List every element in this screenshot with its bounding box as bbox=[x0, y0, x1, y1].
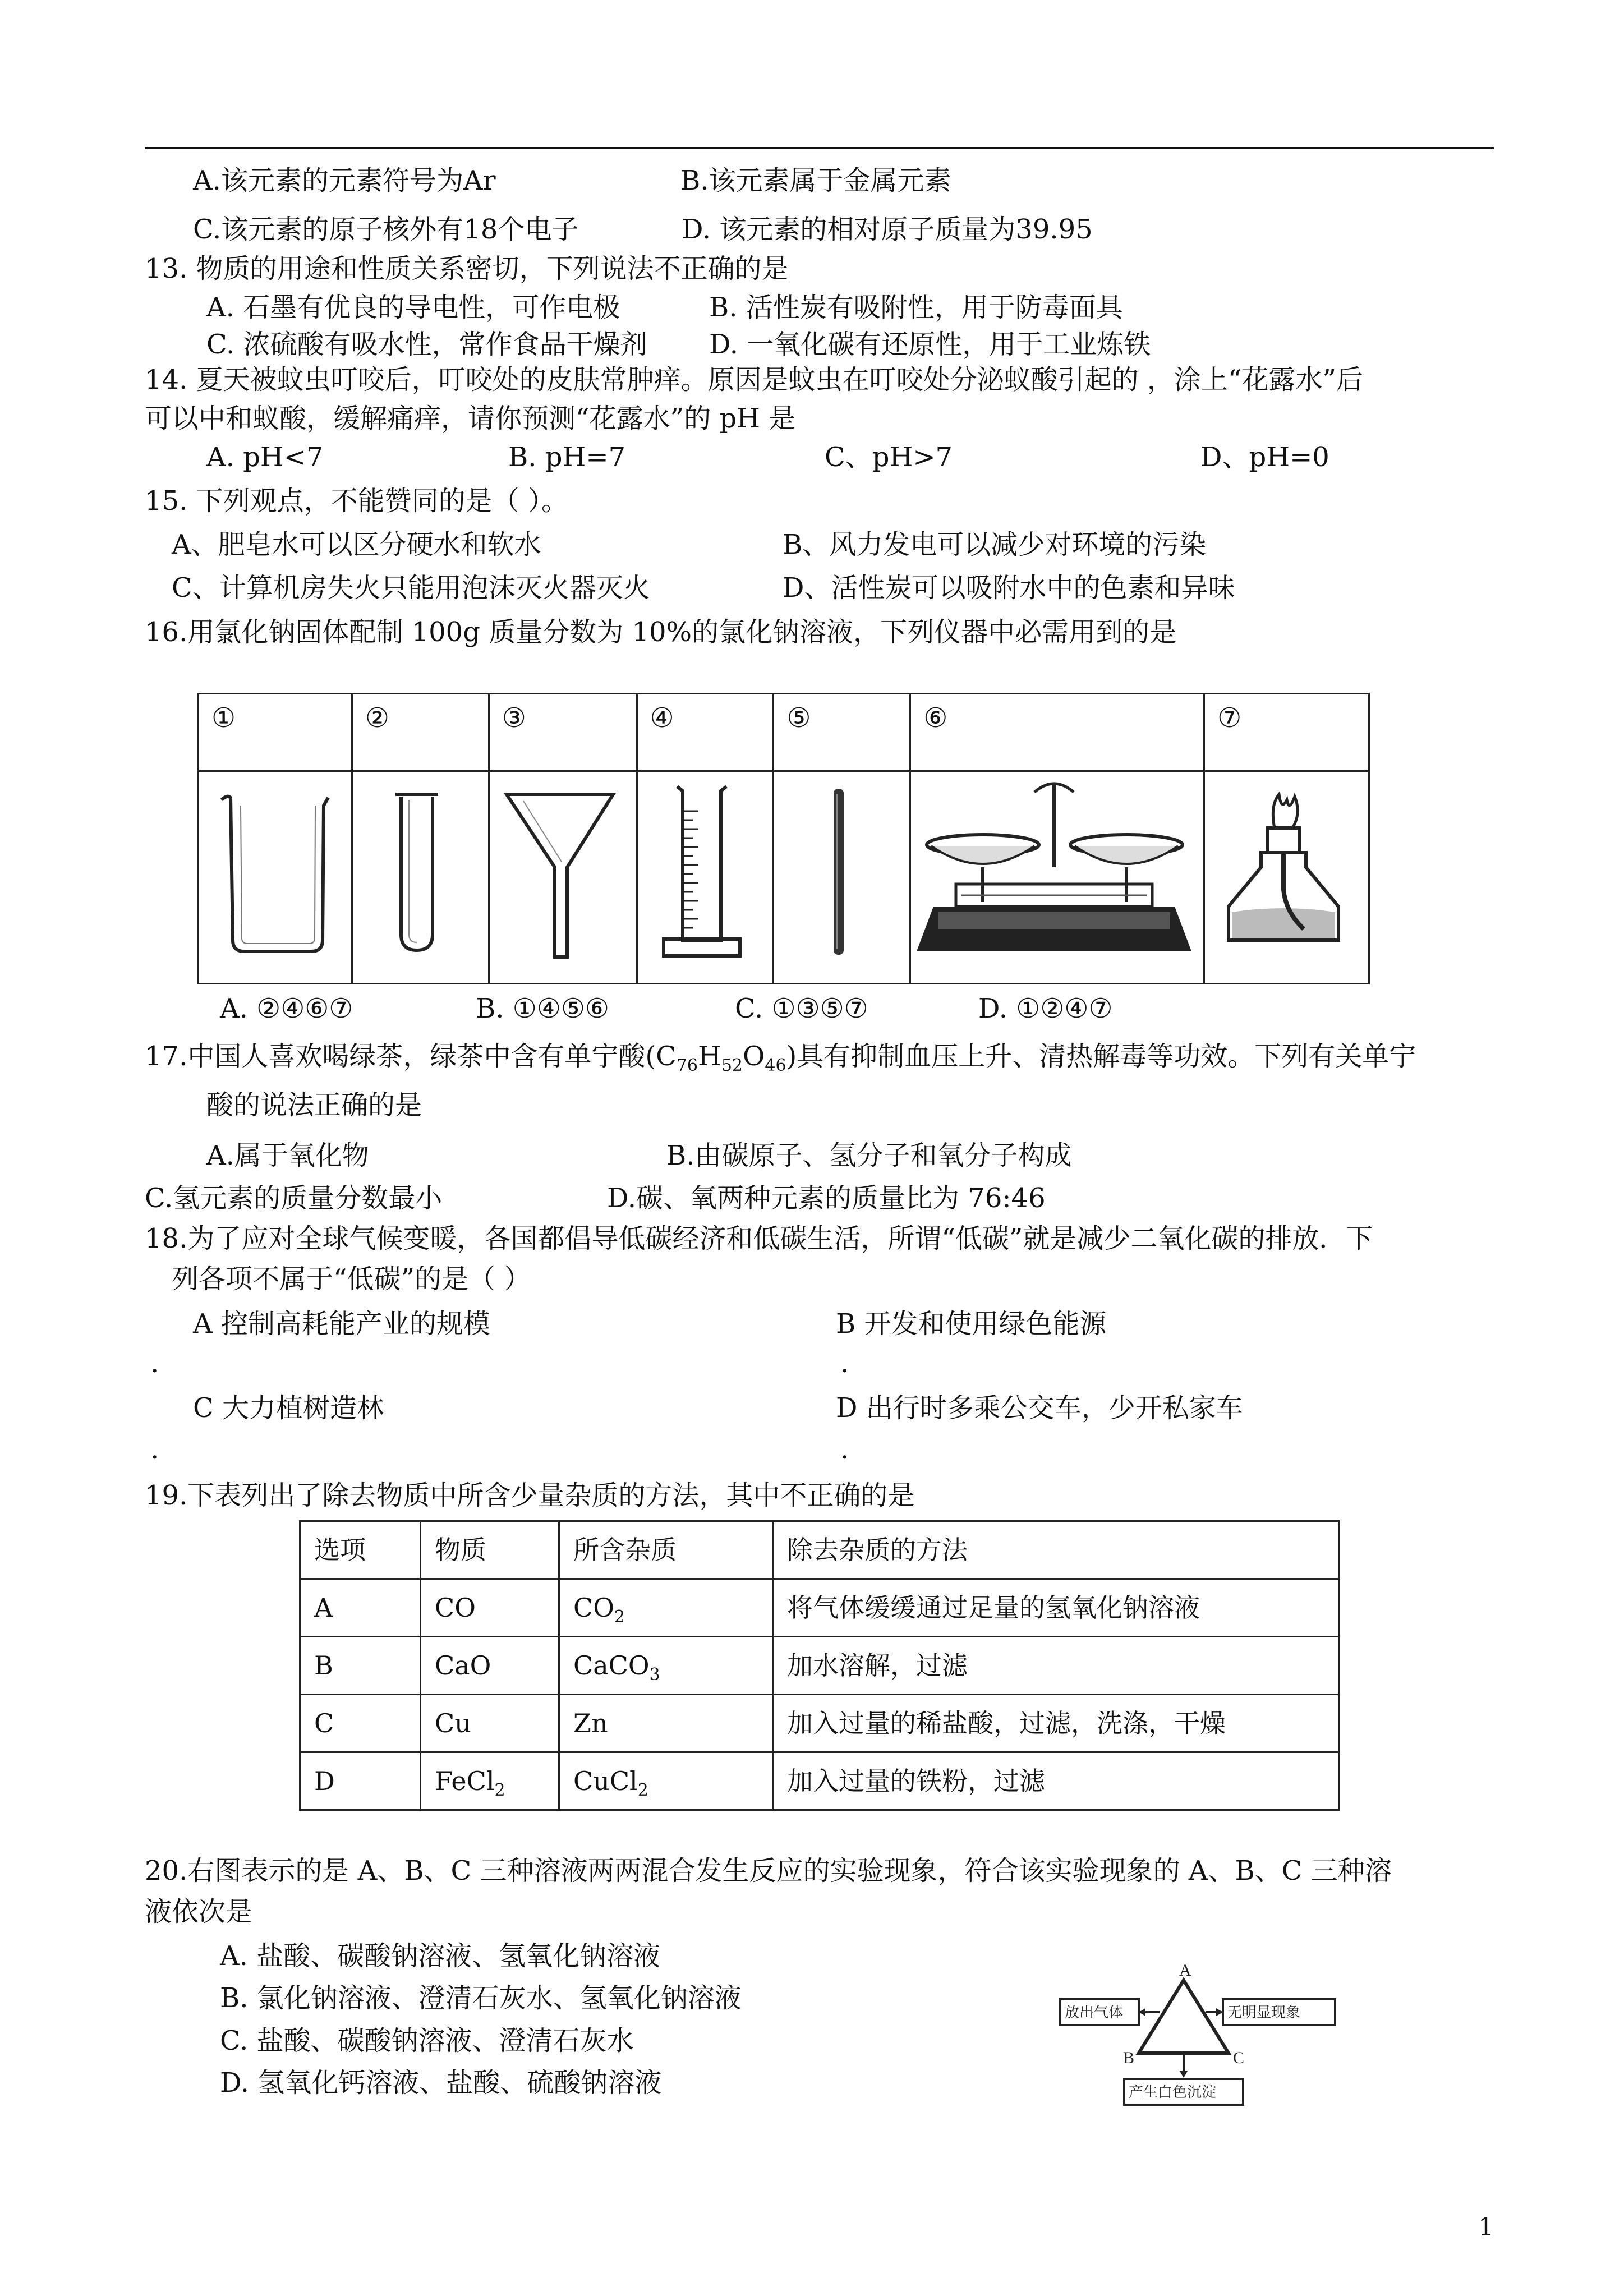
q20-stem-line1: 20.右图表示的是 A、B、C 三种溶液两两混合发生反应的实验现象，符合该实验现象的 A、B、C 三种溶 bbox=[145, 1855, 1392, 1887]
row-a-option: A bbox=[300, 1579, 421, 1637]
apparatus-table bbox=[197, 693, 1370, 984]
balance-icon bbox=[911, 772, 1197, 965]
q14-option-a: A. pH<7 bbox=[206, 441, 324, 473]
q18-dot-4: . bbox=[840, 1434, 849, 1465]
diagram-label-c: C bbox=[1233, 2049, 1245, 2067]
q18-dot-2: . bbox=[840, 1347, 849, 1379]
row-b-impurity-base: CaCO bbox=[573, 1650, 650, 1681]
q20-option-b: B. 氯化钠溶液、澄清石灰水、氢氧化钠溶液 bbox=[220, 1982, 742, 2014]
q20-stem-line2: 液依次是 bbox=[145, 1896, 253, 1927]
row-a-impurity bbox=[559, 1579, 773, 1637]
row-d-substance bbox=[421, 1752, 559, 1810]
col-impurity-header: 所含杂质 bbox=[559, 1521, 773, 1579]
row-d-impurity-sub: 2 bbox=[637, 1780, 648, 1800]
q17-sub-h: 52 bbox=[721, 1056, 743, 1075]
q16-option-d: D. ①②④⑦ bbox=[978, 993, 1113, 1024]
q15-option-a: A、肥皂水可以区分硬水和软水 bbox=[172, 529, 541, 560]
q20-option-a: A. 盐酸、碳酸钠溶液、氢氧化钠溶液 bbox=[220, 1940, 661, 1972]
q14-option-d: D、pH=0 bbox=[1200, 441, 1329, 473]
apparatus-label-6: ⑥ bbox=[910, 694, 1204, 771]
apparatus-label-2: ② bbox=[352, 694, 489, 771]
q12-option-b: B.该元素属于金属元素 bbox=[680, 165, 951, 196]
row-d-substance-sub: 2 bbox=[494, 1780, 505, 1800]
glass-rod-cell bbox=[774, 771, 910, 983]
table-row bbox=[300, 1752, 1339, 1810]
q15-option-c: C、计算机房失火只能用泡沫灭火器灭火 bbox=[172, 572, 650, 604]
header-rule bbox=[145, 147, 1494, 149]
q14-option-c: C、pH>7 bbox=[825, 441, 953, 473]
row-c-method: 加入过量的稀盐酸，过滤，洗涤，干燥 bbox=[773, 1695, 1339, 1752]
q17-stem-line1 bbox=[145, 1039, 1416, 1073]
q19-stem: 19.下表列出了除去物质中所含少量杂质的方法，其中不正确的是 bbox=[145, 1480, 915, 1511]
q17-option-c: C.氢元素的质量分数最小 bbox=[145, 1182, 443, 1214]
col-method-header: 除去杂质的方法 bbox=[773, 1521, 1339, 1579]
q13-option-c: C. 浓硫酸有吸水性，常作食品干燥剂 bbox=[206, 329, 647, 360]
row-a-method: 将气体缓缓通过足量的氢氧化钠溶液 bbox=[773, 1579, 1339, 1637]
test-tube-icon bbox=[353, 772, 482, 965]
gas-label: 放出气体 bbox=[1065, 2004, 1124, 2021]
q18-dot-1: . bbox=[150, 1347, 159, 1379]
row-b-option: B bbox=[300, 1637, 421, 1695]
row-c-substance: Cu bbox=[421, 1695, 559, 1752]
beaker-cell bbox=[199, 771, 352, 983]
reaction-diagram bbox=[1055, 1958, 1369, 2120]
col-option-header: 选项 bbox=[300, 1521, 421, 1579]
q17-option-d: D.碳、氧两种元素的质量比为 76:46 bbox=[607, 1182, 1046, 1214]
funnel-icon bbox=[490, 772, 630, 965]
row-d-impurity-base: CuCl bbox=[573, 1766, 638, 1796]
q20-option-d: D. 氢氧化钙溶液、盐酸、硫酸钠溶液 bbox=[220, 2067, 662, 2099]
table-row bbox=[300, 1637, 1339, 1695]
apparatus-label-3: ③ bbox=[489, 694, 637, 771]
graduated-cylinder-cell bbox=[637, 771, 774, 983]
row-a-impurity-sub: 2 bbox=[614, 1607, 625, 1627]
row-a-impurity-base: CO bbox=[573, 1593, 614, 1623]
row-c-option: C bbox=[300, 1695, 421, 1752]
q17-sub-c: 76 bbox=[676, 1056, 698, 1075]
q12-option-a: A.该元素的元素符号为Ar bbox=[193, 165, 496, 196]
q12-option-d: D. 该元素的相对原子质量为39.95 bbox=[682, 214, 1093, 245]
graduated-cylinder-icon bbox=[638, 772, 767, 965]
q17-stem-pre: 17.中国人喜欢喝绿茶，绿茶中含有单宁酸(C bbox=[145, 1041, 677, 1072]
q14-option-b: B. pH=7 bbox=[508, 441, 626, 473]
funnel-cell bbox=[489, 771, 637, 983]
row-d-option: D bbox=[300, 1752, 421, 1810]
row-b-substance: CaO bbox=[421, 1637, 559, 1695]
q15-option-b: B、风力发电可以减少对环境的污染 bbox=[783, 529, 1207, 560]
impurity-table bbox=[299, 1520, 1340, 1811]
apparatus-label-4: ④ bbox=[637, 694, 774, 771]
beaker-icon bbox=[199, 772, 345, 965]
q15-option-d: D、活性炭可以吸附水中的色素和异味 bbox=[783, 572, 1235, 604]
q16-stem: 16.用氯化钠固体配制 100g 质量分数为 10%的氯化钠溶液，下列仪器中必需用到的是 bbox=[145, 616, 1177, 648]
q17-option-a: A.属于氧化物 bbox=[206, 1140, 369, 1171]
q17-stem-line2: 酸的说法正确的是 bbox=[206, 1089, 422, 1121]
q18-stem-line2: 列各项不属于“低碳”的是（ ） bbox=[172, 1263, 531, 1295]
q13-stem: 13. 物质的用途和性质关系密切，下列说法不正确的是 bbox=[145, 253, 789, 284]
q18-stem-line1: 18.为了应对全球气候变暖，各国都倡导低碳经济和低碳生活，所谓“低碳”就是减少二氧化碳的排放．下 bbox=[145, 1223, 1373, 1254]
q16-option-c: C. ①③⑤⑦ bbox=[735, 993, 868, 1024]
balance-cell bbox=[910, 771, 1204, 983]
row-d-substance-base: FeCl bbox=[435, 1766, 495, 1796]
q18-option-c: C 大力植树造林 bbox=[193, 1392, 384, 1424]
q14-stem-line2: 可以中和蚁酸，缓解痛痒，请你预测“花露水”的 pH 是 bbox=[145, 403, 796, 434]
reaction-triangle bbox=[1139, 1980, 1229, 2053]
test-tube-cell bbox=[352, 771, 489, 983]
q18-option-b: B 开发和使用绿色能源 bbox=[836, 1308, 1107, 1340]
table-row bbox=[300, 1579, 1339, 1637]
apparatus-label-1: ① bbox=[199, 694, 352, 771]
q17-sub-o: 46 bbox=[765, 1056, 786, 1075]
q18-option-a: A 控制高耗能产业的规模 bbox=[193, 1308, 490, 1340]
page-number: 1 bbox=[1478, 2213, 1494, 2242]
glass-rod-icon bbox=[774, 772, 903, 965]
table-header-row bbox=[300, 1521, 1339, 1579]
q20-option-c: C. 盐酸、碳酸钠溶液、澄清石灰水 bbox=[220, 2025, 634, 2056]
alcohol-lamp-cell bbox=[1204, 771, 1369, 983]
q17-h: H bbox=[697, 1041, 721, 1072]
apparatus-label-7: ⑦ bbox=[1204, 694, 1369, 771]
row-c-impurity: Zn bbox=[559, 1695, 773, 1752]
row-b-impurity-sub: 3 bbox=[649, 1665, 660, 1685]
diagram-label-a: A bbox=[1179, 1961, 1191, 1980]
row-b-method: 加水溶解，过滤 bbox=[773, 1637, 1339, 1695]
q14-stem-line1: 14. 夏天被蚊虫叮咬后，叮咬处的皮肤常肿痒。原因是蚊虫在叮咬处分泌蚁酸引起的 ，涂上“花露水”后 bbox=[145, 364, 1363, 395]
row-a-substance: CO bbox=[421, 1579, 559, 1637]
q18-option-d: D 出行时多乘公交车，少开私家车 bbox=[836, 1392, 1243, 1424]
precipitate-label: 产生白色沉淀 bbox=[1129, 2084, 1217, 2101]
q13-option-b: B. 活性炭有吸附性，用于防毒面具 bbox=[709, 292, 1123, 323]
q15-stem: 15. 下列观点，不能赞同的是（ ）。 bbox=[145, 485, 568, 517]
alcohol-lamp-icon bbox=[1205, 772, 1362, 965]
q17-o: O bbox=[743, 1041, 765, 1072]
table-row bbox=[300, 1695, 1339, 1752]
diagram-label-b: B bbox=[1123, 2049, 1135, 2067]
no-change-label: 无明显现象 bbox=[1227, 2004, 1301, 2021]
q13-option-a: A. 石墨有优良的导电性，可作电极 bbox=[206, 292, 620, 323]
q13-option-d: D. 一氧化碳有还原性，用于工业炼铁 bbox=[709, 329, 1151, 360]
row-d-impurity bbox=[559, 1752, 773, 1810]
q16-option-b: B. ①④⑤⑥ bbox=[476, 993, 609, 1024]
q16-option-a: A. ②④⑥⑦ bbox=[220, 993, 353, 1024]
q17-option-b: B.由碳原子、氢分子和氧分子构成 bbox=[666, 1140, 1072, 1171]
q17-stem-post: )具有抑制血压上升、清热解毒等功效。下列有关单宁 bbox=[786, 1041, 1416, 1072]
q12-option-c: C.该元素的原子核外有18个电子 bbox=[193, 214, 579, 245]
apparatus-label-5: ⑤ bbox=[774, 694, 910, 771]
col-substance-header: 物质 bbox=[421, 1521, 559, 1579]
row-b-impurity bbox=[559, 1637, 773, 1695]
row-d-method: 加入过量的铁粉，过滤 bbox=[773, 1752, 1339, 1810]
q18-dot-3: . bbox=[150, 1434, 159, 1465]
